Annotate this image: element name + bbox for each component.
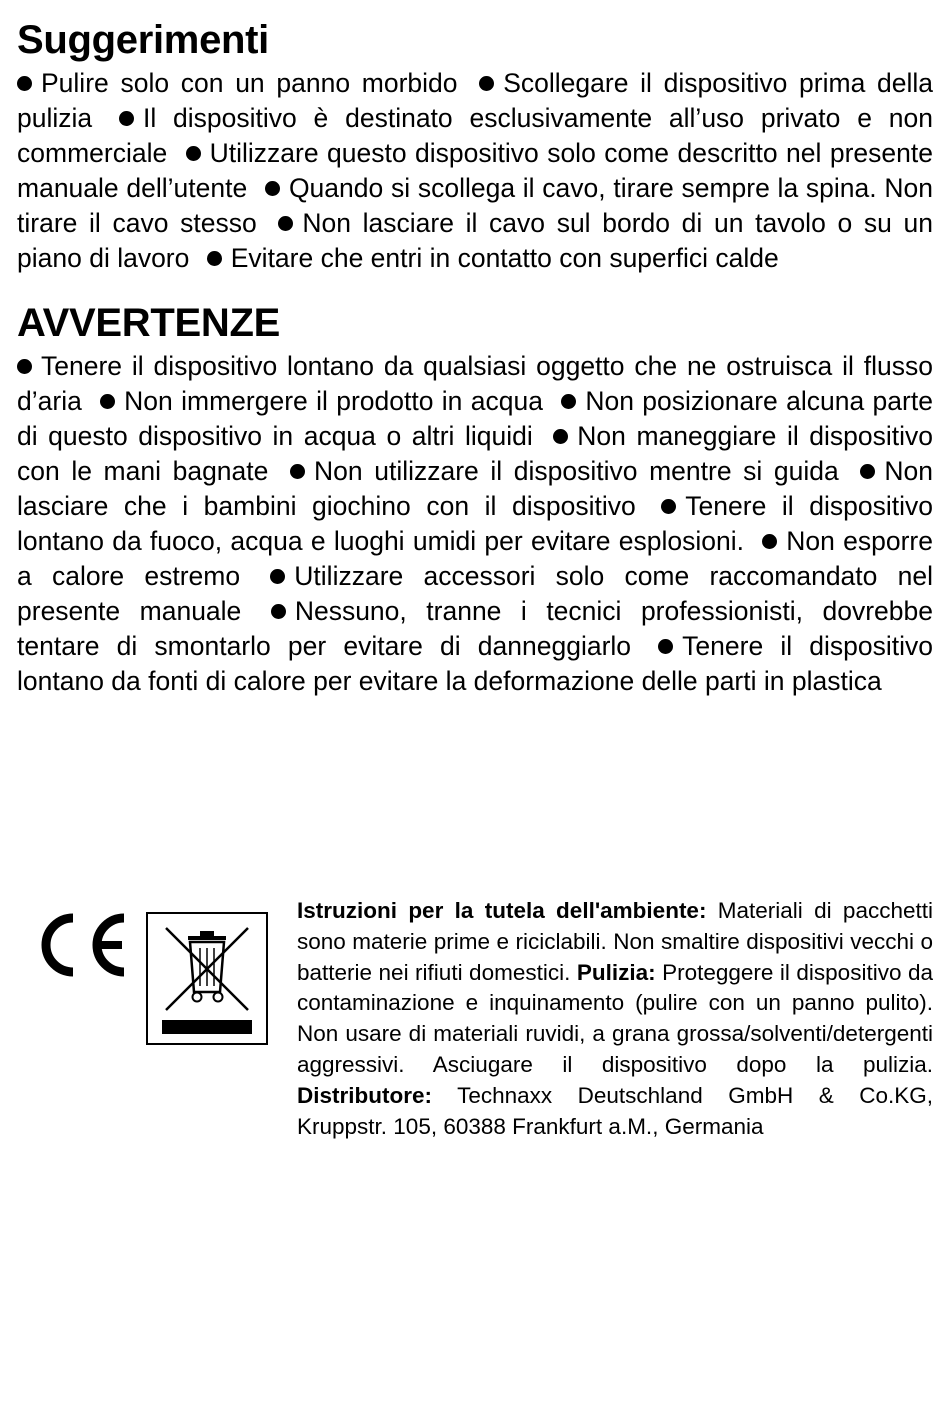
warning-item: Non immergere il prodotto in acqua <box>90 386 543 416</box>
bullet-icon <box>290 464 305 479</box>
bullet-icon <box>186 146 201 161</box>
bullet-icon <box>17 76 32 91</box>
distributor-label: Distributore: <box>297 1082 432 1108</box>
warning-item: Tenere il dispositivo lontano da qualsiasi oggetto che ne ostruisca il flusso d’aria <box>17 351 933 417</box>
env-label: Istruzioni per la tutela dell'ambiente: <box>297 898 707 923</box>
bullet-icon <box>265 181 280 196</box>
environment-instructions <box>297 896 933 1142</box>
bullet-icon <box>100 394 115 409</box>
tip-item: Non lasciare il cavo sul bordo di un tavolo o su un piano di lavoro <box>17 207 933 273</box>
tip-item: Scollegare il dispositivo prima della pulizia <box>17 68 933 133</box>
bullet-icon <box>561 394 576 409</box>
bullet-icon <box>207 251 222 266</box>
bullet-icon <box>119 111 134 126</box>
weee-bin-icon <box>146 912 268 1045</box>
warning-item: Tenere il dispositivo lontano da fuoco, acqua e luoghi umidi per evitare esplosioni. <box>17 491 933 556</box>
cleaning-label: Pulizia: <box>576 959 656 985</box>
warning-item: Nessuno, tranne i tecnici professionisti, dovrebbe tentare di smontarlo per evitare di danneggiarlo <box>17 595 933 661</box>
warning-item: Utilizzare accessori solo come raccomandato nel presente manuale <box>17 560 933 626</box>
warning-item: Non utilizzare il dispositivo mentre si guida <box>280 456 839 486</box>
bullet-icon <box>553 429 568 444</box>
tip-item: Utilizzare questo dispositivo solo come descritto nel presente manuale dell’utente <box>17 137 933 203</box>
tip-item: Quando si scollega il cavo, tirare sempre la spina. Non tirare il cavo stesso <box>17 172 933 238</box>
warning-item: Non posizionare alcuna parte di questo dispositivo in acqua o altri liquidi <box>17 386 933 452</box>
bullet-icon <box>278 216 293 231</box>
warnings-section <box>17 297 933 698</box>
tip-item: Il dispositivo è destinato esclusivamente all’uso privato e non commerciale <box>17 102 933 168</box>
bullet-icon <box>479 76 494 91</box>
warning-item: Non lasciare che i bambini giochino con il dispositivo <box>17 456 933 522</box>
tips-title: Suggerimenti <box>17 18 269 62</box>
warning-item: Tenere il dispositivo lontano da fonti di calore per evitare la deformazione delle parti in plastica <box>17 630 933 696</box>
bullet-icon <box>17 359 32 374</box>
distributor-text: Technaxx Deutschland GmbH & Co.KG, Kruppstr. 105, 60388 Frankfurt a.M., Germania <box>297 1082 933 1139</box>
tips-section <box>17 14 933 275</box>
tip-item: Pulire solo con un panno morbido <box>17 68 458 98</box>
warning-item: Non maneggiare il dispositivo con le mani bagnate <box>17 421 933 487</box>
bullet-icon <box>658 639 673 654</box>
warnings-list <box>17 349 933 698</box>
cleaning-text: Proteggere il dispositivo da contaminazione e inquinamento (pulire con un panno pulito). Non usare di materiali ruvidi, a grana grossa/solventi/detergenti aggressivi. Asciugare il dispositivo dopo la pulizia. <box>297 959 933 1077</box>
bullet-icon <box>661 499 676 514</box>
bullet-icon <box>860 464 875 479</box>
ce-mark-icon <box>40 912 132 978</box>
bullet-icon <box>270 569 285 584</box>
bullet-icon <box>271 604 286 619</box>
tips-list <box>17 66 933 275</box>
tip-item: Evitare che entri in contatto con superfici calde <box>197 243 779 273</box>
warning-item: Non esporre a calore estremo <box>17 525 933 591</box>
env-text: Materiali di pacchetti sono materie prime e riciclabili. Non smaltire dispositivi vecchi o batterie nei rifiuti domestici. <box>297 898 933 985</box>
bullet-icon <box>762 534 777 549</box>
warnings-title: AVVERTENZE <box>17 301 280 346</box>
